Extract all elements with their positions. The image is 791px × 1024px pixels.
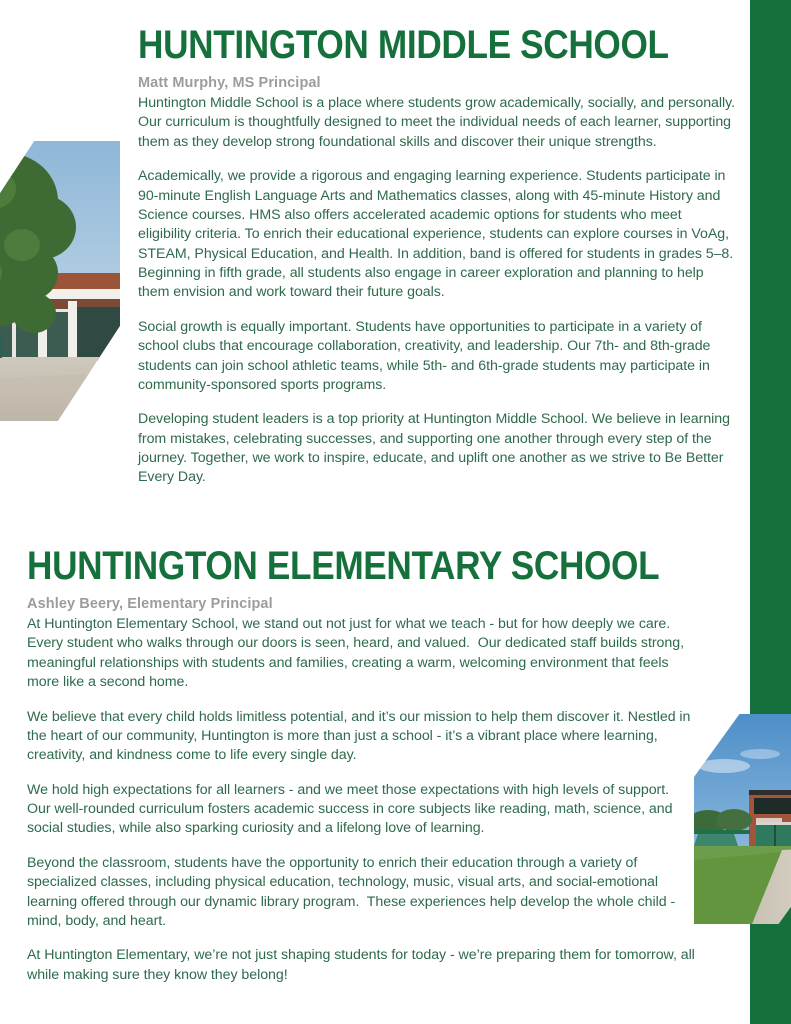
middle-school-paragraph-4: Developing student leaders is a top priority at Huntington Middle School. We believe in learning from mistakes, celebrating successes, and supporting one another through every step of the journey. Together, we work to inspire, educate, and uplift one another as we strive to Be Better Every Day. bbox=[138, 411, 734, 486]
elementary-school-paragraph-3: We hold high expectations for all learners - and we meet those expectations with high levels of support. Our well-rounded curriculum fosters academic success in core subjects like reading, math, science, and social studies, while also sparking curiosity and a lifelong love of learning. bbox=[27, 781, 677, 837]
elementary-school-paragraph-4: Beyond the classroom, students have the opportunity to enrich their education through a variety of specialized classes, including physical education, technology, music, visual arts, and social-emotional learning offered through our dynamic library program. These experiences help develop the whole child - mind, body, and heart. bbox=[27, 854, 680, 929]
middle-school-photo-artwork bbox=[0, 141, 120, 421]
middle-school-paragraph-1: Huntington Middle School is a place where students grow academically, socially, and personally. Our curriculum is thoughtfully designed to meet the individual needs of each learner, supporting them as they develop strong foundational skills and discover their unique strengths. bbox=[138, 95, 739, 150]
middle-school-paragraph-2: Academically, we provide a rigorous and engaging learning experience. Students participate in 90-minute English Language Arts and Mathematics classes, along with 45-minute History and Science courses. HMS also offers accelerated academic options for students who meet eligibility criteria. To enrich their educational experience, students can explore courses in VoAg, STEAM, Physical Education, and Health. In addition, band is offered for students in grades 5–8. Beginning in fifth grade, all students also engage in career exploration and planning to help them envision and work toward their future goals. bbox=[138, 168, 738, 301]
elementary-school-paragraph-2: We believe that every child holds limitless potential, and it’s our mission to help them discover it. Nestled in the heart of our community, Huntington is more than just a school - it’s a vibrant place where learning, creativity, and kindness come to life every single day. bbox=[27, 708, 695, 764]
elementary-school-photo bbox=[694, 714, 791, 924]
middle-school-title: HUNTINGTON MIDDLE SCHOOL bbox=[138, 23, 669, 67]
elementary-school-section bbox=[27, 545, 699, 985]
elementary-school-title: HUNTINGTON ELEMENTARY SCHOOL bbox=[27, 544, 660, 588]
middle-school-paragraph-3: Social growth is equally important. Students have opportunities to participate in a variety of school clubs that encourage collaboration, creativity, and leadership. Our 7th- and 8th-grade students can join school athletic teams, while 5th- and 6th-grade students may participate in community-sponsored sports programs. bbox=[138, 318, 715, 393]
elementary-school-photo-artwork bbox=[694, 714, 791, 924]
elementary-school-paragraph-1: At Huntington Elementary School, we stand out not just for what we teach - but for how deeply we care. Every student who walks through our doors is seen, heard, and valued. Our dedicated staff builds strong, meaningful relationships with students and families, creating a warm, welcoming environment that feels more like a second home. bbox=[27, 616, 688, 691]
elementary-school-paragraph-5: At Huntington Elementary, we’re not just shaping students for today - we’re preparing them for tomorrow, all while making sure they know they belong! bbox=[27, 947, 699, 983]
middle-school-photo bbox=[0, 141, 120, 421]
middle-school-principal: Matt Murphy, MS Principal bbox=[138, 75, 321, 91]
middle-school-section bbox=[138, 24, 738, 488]
elementary-school-principal: Ashley Beery, Elementary Principal bbox=[27, 596, 273, 612]
